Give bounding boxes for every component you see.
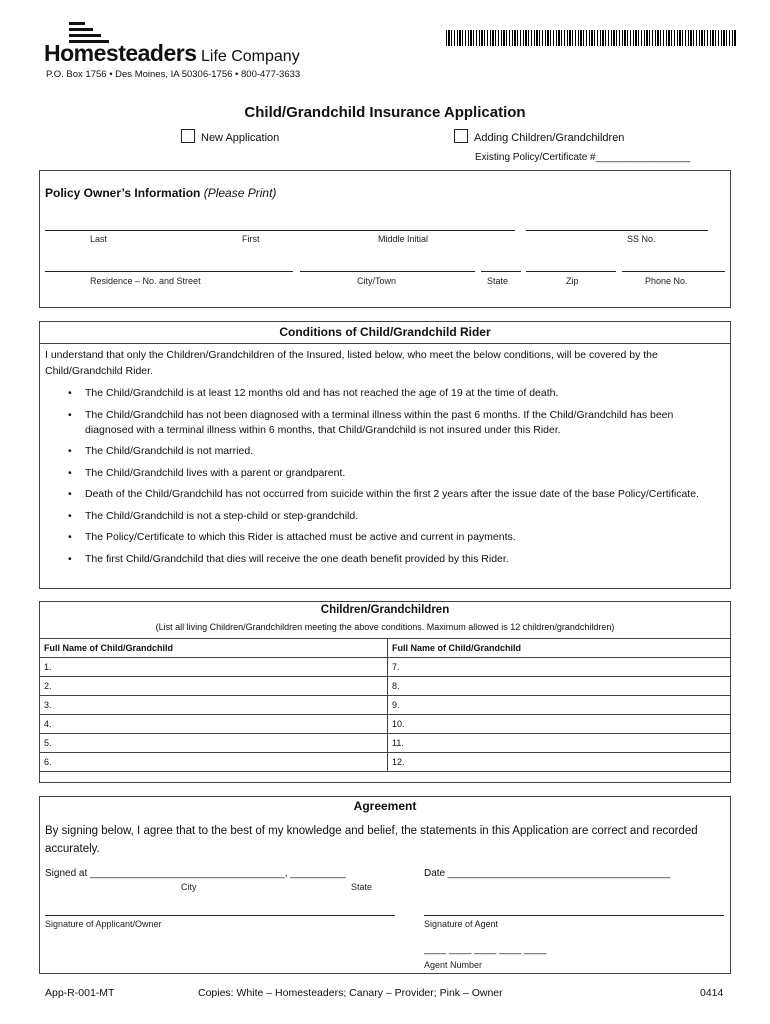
- phone-line[interactable]: [622, 271, 725, 272]
- barcode: [446, 30, 736, 46]
- child-name-cell-left[interactable]: 6.: [40, 753, 388, 772]
- condition-item: • The Child/Grandchild has not been diagnosed with a terminal illness within the past 6 months. If the Child/Grandchild has been diagnosed with a terminal illness within 6 months, that Child/Grandchild is not insured under this Rider.: [68, 408, 714, 438]
- date-field[interactable]: Date ________________________________________: [424, 868, 671, 879]
- revision-code: 0414: [700, 987, 724, 999]
- zip-line[interactable]: [526, 271, 616, 272]
- col-left-header: Full Name of Child/Grandchild: [40, 639, 388, 658]
- name-line[interactable]: [45, 230, 515, 231]
- agent-signature-label: Signature of Agent: [424, 919, 499, 929]
- form-code: App-R-001-MT: [45, 987, 115, 999]
- agent-number-label: Agent Number: [424, 960, 483, 970]
- table-row: [40, 734, 731, 753]
- agent-signature-line[interactable]: [424, 915, 724, 916]
- adding-children-label: Adding Children/Grandchildren: [474, 132, 625, 144]
- policy-owner-title: Policy Owner’s Information: [45, 186, 201, 200]
- first-label: First: [242, 234, 260, 244]
- child-name-cell-left[interactable]: 1.: [40, 658, 388, 677]
- phone-label: Phone No.: [645, 276, 688, 286]
- conditions-heading: Conditions of Child/Grandchild Rider: [279, 325, 491, 339]
- table-row: [40, 696, 731, 715]
- table-row: [40, 753, 731, 772]
- policy-owner-heading: [45, 186, 276, 200]
- applicant-signature-label: Signature of Applicant/Owner: [45, 919, 162, 929]
- condition-item: • The Child/Grandchild is not married.: [68, 444, 714, 459]
- state-line[interactable]: [481, 271, 521, 272]
- agreement-text: By signing below, I agree that to the best of my knowledge and belief, the statements in this Application are correct and recorded accurately.: [45, 825, 698, 855]
- table-row: [40, 715, 731, 734]
- col-right-header: Full Name of Child/Grandchild: [388, 639, 731, 658]
- signed-at-field[interactable]: Signed at ___________________________________, __________: [45, 868, 346, 879]
- residence-label: Residence – No. and Street: [90, 276, 201, 286]
- copies-note: Copies: White – Homesteaders; Canary – Provider; Pink – Owner: [198, 987, 503, 999]
- children-subheading: (List all living Children/Grandchildren meeting the above conditions. Maximum allowed is 12 children/grandchildren): [155, 622, 615, 632]
- child-name-cell-left[interactable]: 5.: [40, 734, 388, 753]
- adding-children-checkbox[interactable]: [454, 129, 468, 143]
- condition-item: • The first Child/Grandchild that dies will receive the one death benefit provided by this Rider.: [68, 552, 714, 567]
- new-application-label: New Application: [201, 132, 280, 144]
- city-label: City/Town: [357, 276, 397, 286]
- form-title: Child/Grandchild Insurance Application: [244, 104, 526, 121]
- child-name-cell-right[interactable]: 11.: [388, 734, 731, 753]
- city-line[interactable]: [300, 271, 475, 272]
- new-application-option[interactable]: [181, 129, 279, 144]
- children-heading: Children/Grandchildren: [320, 604, 450, 616]
- zip-label: Zip: [566, 276, 579, 286]
- child-name-cell-left[interactable]: 2.: [40, 677, 388, 696]
- logo-sub: Life Company: [200, 48, 300, 65]
- conditions-list: [24, 386, 714, 573]
- child-name-cell-right[interactable]: 12.: [388, 753, 731, 772]
- signed-state-label: State: [351, 882, 373, 892]
- please-print-note: (Please Print): [203, 186, 277, 200]
- conditions-intro: I understand that only the Children/Grandchildren of the Insured, listed below, who meet the below conditions, will be covered by the Child/Grandchild Rider.: [45, 349, 658, 377]
- signed-city-label: City: [181, 882, 197, 892]
- condition-item: • The Policy/Certificate to which this Rider is attached must be active and current in payments.: [68, 530, 714, 545]
- children-table: [39, 638, 731, 772]
- last-label: Last: [90, 234, 108, 244]
- agent-number-field[interactable]: ____ ____ ____ ____ ____: [424, 944, 547, 955]
- table-row: [40, 658, 731, 677]
- middle-label: Middle Initial: [378, 234, 429, 244]
- company-logo: [44, 20, 304, 70]
- company-address: P.O. Box 1756 • Des Moines, IA 50306-1756 • 800-477-3633: [46, 69, 301, 80]
- child-name-cell-left[interactable]: 3.: [40, 696, 388, 715]
- new-application-checkbox[interactable]: [181, 129, 195, 143]
- applicant-signature-line[interactable]: [45, 915, 395, 916]
- logo-main: Homesteaders: [44, 40, 197, 66]
- state-label: State: [487, 276, 509, 286]
- existing-policy-field[interactable]: Existing Policy/Certificate #_________________: [475, 152, 691, 163]
- table-row: [40, 677, 731, 696]
- child-name-cell-right[interactable]: 9.: [388, 696, 731, 715]
- ssn-line[interactable]: [526, 230, 708, 231]
- child-name-cell-right[interactable]: 10.: [388, 715, 731, 734]
- adding-children-option[interactable]: [454, 129, 624, 144]
- child-name-cell-left[interactable]: 4.: [40, 715, 388, 734]
- conditions-divider: [39, 343, 731, 344]
- condition-item: • The Child/Grandchild lives with a parent or grandparent.: [68, 466, 714, 481]
- child-name-cell-right[interactable]: 7.: [388, 658, 731, 677]
- condition-item: • The Child/Grandchild is not a step-child or step-grandchild.: [68, 509, 714, 524]
- agreement-heading: Agreement: [353, 799, 417, 813]
- residence-line[interactable]: [45, 271, 293, 272]
- table-header-row: [40, 639, 731, 658]
- condition-item: • Death of the Child/Grandchild has not occurred from suicide within the first 2 years after the issue date of the base Policy/Certificate.: [68, 487, 714, 502]
- ssn-label: SS No.: [627, 234, 656, 244]
- child-name-cell-right[interactable]: 8.: [388, 677, 731, 696]
- condition-item: • The Child/Grandchild is at least 12 months old and has not reached the age of 19 at the time of death.: [68, 386, 714, 401]
